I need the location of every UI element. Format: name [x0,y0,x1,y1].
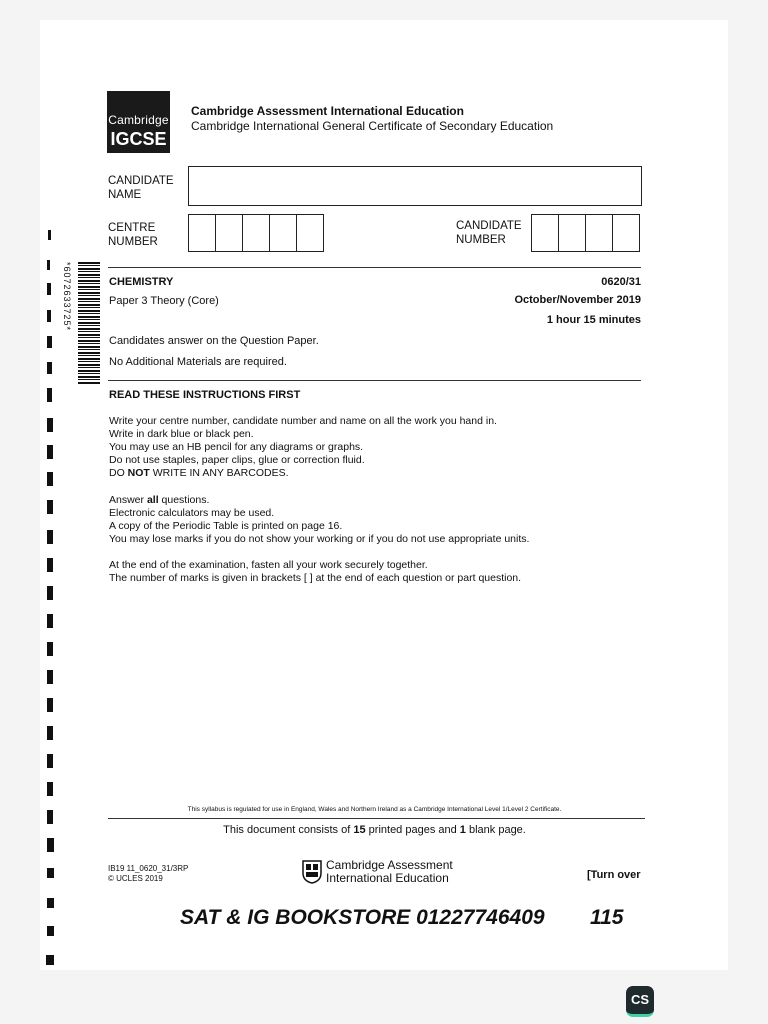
answer-note: Candidates answer on the Question Paper. [109,335,319,347]
page-count: This document consists of 15 printed pages and 1 blank page. [223,824,526,836]
divider [108,380,641,381]
bookstore-stamp: SAT & IG BOOKSTORE 01227746409 [180,906,545,929]
digit-box[interactable] [558,214,586,252]
certificate-title: Cambridge International General Certificate of Secondary Education [191,119,554,133]
digit-box[interactable] [215,214,243,252]
digit-box[interactable] [531,214,559,252]
exam-duration: 1 hour 15 minutes [546,314,641,326]
candidate-number-field[interactable] [531,214,639,252]
document-reference: IB19 11_0620_31/3RP © UCLES 2019 [108,864,189,883]
divider [108,818,645,819]
page-number: 115 [590,906,624,929]
syllabus-note: This syllabus is regulated for use in England, Wales and Northern Ireland as a Cambridge International Level 1/Level 2 Certificate. [187,806,562,813]
barcode [78,262,100,384]
exam-session: October/November 2019 [514,294,641,306]
materials-note: No Additional Materials are required. [109,356,287,368]
turn-over: [Turn over [587,869,641,881]
paper-title: Paper 3 Theory (Core) [109,295,219,307]
digit-box[interactable] [242,214,270,252]
digit-box[interactable] [612,214,640,252]
instructions-block-3: At the end of the examination, fasten all your work securely together. The number of marks is given in brackets [ ] at the end of each question or part question. [109,559,522,584]
centre-number-field[interactable] [188,214,323,252]
component-code: 0620/31 [601,276,641,288]
instructions-block-1: Write your centre number, candidate number and name on all the work you hand in. Write in dark blue or black pen. You may use an HB pencil for any diagrams or graphs. Do not use staples, paper clips, glue or correction fluid. DO NOT WRITE IN ANY BARCODES. [109,415,497,479]
centre-number-label: CENTRE NUMBER [108,222,158,248]
subject: CHEMISTRY [109,276,174,288]
digit-box[interactable] [585,214,613,252]
org-title: Cambridge Assessment International Education [191,104,464,118]
digit-box[interactable] [296,214,324,252]
camscanner-badge[interactable]: CS [626,986,654,1017]
cambridge-assessment-logo-text: Cambridge Assessment International Education [326,858,453,885]
candidate-number-label: CANDIDATE NUMBER [456,220,522,246]
barcode-number: *6072633725* [62,262,72,332]
digit-box[interactable] [269,214,297,252]
instructions-block-2: Answer all questions. Electronic calculators may be used. A copy of the Periodic Table is printed on page 16. You may lose marks if you do not show your working or if you do not use appropriate units. [109,494,530,545]
logo-line2: IGCSE [110,129,167,149]
candidate-name-label: CANDIDATE NAME [108,175,174,201]
divider [108,267,641,268]
digit-box[interactable] [188,214,216,252]
candidate-name-field[interactable] [188,166,642,206]
logo-line1: Cambridge [108,113,169,127]
cambridge-shield-icon [302,860,322,884]
igcse-logo [107,91,170,153]
instructions-heading: READ THESE INSTRUCTIONS FIRST [109,389,301,401]
